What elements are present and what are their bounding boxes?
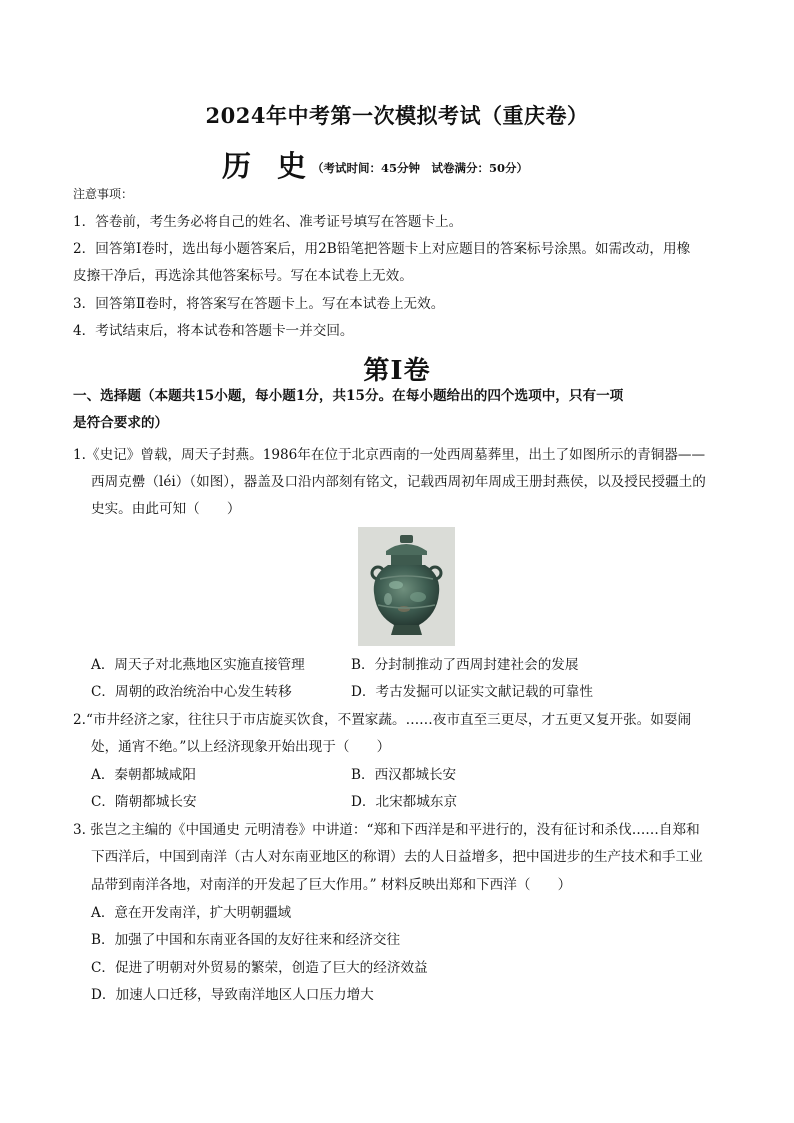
subject-line (222, 144, 528, 185)
q2-stem-line-2: 处，通宵不绝。”以上经济现象开始出现于（ ） (91, 739, 391, 755)
q3-stem-line-3: 品带到南洋各地，对南洋的开发起了巨大作用。” 材料反映出郑和下西洋（ ） (91, 877, 572, 893)
q2-option-c: C．隋朝都城长安 (91, 794, 197, 810)
q1-option-b: B．分封制推动了西周封建社会的发展 (351, 657, 579, 673)
q1-stem-line-3: 史实。由此可知（ ） (91, 501, 241, 517)
note-line-1: 1．答卷前，考生务必将自己的姓名、准考证号填写在答题卡上。 (73, 214, 463, 230)
note-line-3: 皮擦干净后，再选涂其他答案标号。写在本试卷上无效。 (73, 268, 413, 284)
section-title: 第Ⅰ卷 (363, 356, 431, 386)
note-line-4: 3．回答第Ⅱ卷时，将答案写在答题卡上。写在本试卷上无效。 (73, 296, 445, 312)
bronze-lei-vessel-photo (358, 527, 455, 646)
q2-option-b: B．西汉都城长安 (351, 767, 457, 783)
q1-option-d: D．考古发掘可以证实文献记载的可靠性 (351, 684, 593, 700)
section-instruction-line-1: 一、选择题（本题共15小题，每小题1分，共15分。在每小题给出的四个选项中，只有一项 (73, 388, 624, 404)
note-line-2: 2．回答第Ⅰ卷时，选出每小题答案后，用2B铅笔把答题卡上对应题目的答案标号涂黑。如需改动，用橡 (73, 241, 691, 257)
q1-stem-line-2: 西周克罍（léi）（如图），器盖及口沿内部刻有铭文，记载西周初年周成王册封燕侯，以及授民授疆土的 (91, 474, 706, 490)
q3-stem-line-1: 3. 张岂之主编的《中国通史 元明清卷》中讲道：“郑和下西洋是和平进行的，没有征讨和杀伐……自郑和 (73, 822, 700, 838)
q3-option-b: B．加强了中国和东南亚各国的友好往来和经济交往 (91, 932, 401, 948)
exam-title: 2024年中考第一次模拟考试（重庆卷） (205, 103, 589, 128)
exam-info: （考试时间：45分钟 试卷满分：50分） (312, 161, 529, 175)
q3-option-a: A．意在开发南洋，扩大明朝疆域 (91, 905, 292, 921)
subject-name: 历史 (222, 149, 333, 183)
q2-option-d: D．北宋都城东京 (351, 794, 458, 810)
note-line-5: 4．考试结束后，将本试卷和答题卡一并交回。 (73, 323, 354, 339)
bronze-lei-vessel-illustration (358, 527, 455, 646)
q3-option-d: D．加速人口迁移，导致南洋地区人口压力增大 (91, 987, 374, 1003)
q1-option-c: C．周朝的政治统治中心发生转移 (91, 684, 292, 700)
notes-heading: 注意事项： (73, 187, 134, 201)
q3-stem-line-2: 下西洋后，中国到南洋（古人对东南亚地区的称谓）去的人日益增多，把中国进步的生产技术和手工业 (91, 849, 703, 865)
q3-option-c: C．促进了明朝对外贸易的繁荣，创造了巨大的经济效益 (91, 960, 428, 976)
section-instruction-line-2: 是符合要求的） (73, 415, 169, 431)
q2-option-a: A．秦朝都城咸阳 (91, 767, 196, 783)
q1-option-a: A．周天子对北燕地区实施直接管理 (91, 657, 305, 673)
q2-stem-line-1: 2.“市井经济之家，往往只于市店旋买饮食，不置家蔬。……夜市直至三更尽，才五更又复开张。如耍闹 (73, 712, 692, 728)
q1-stem-line-1: 1.《史记》曾载，周天子封燕。1986年在位于北京西南的一处西周墓葬里，出土了如图所示的青铜器—— (73, 447, 706, 463)
